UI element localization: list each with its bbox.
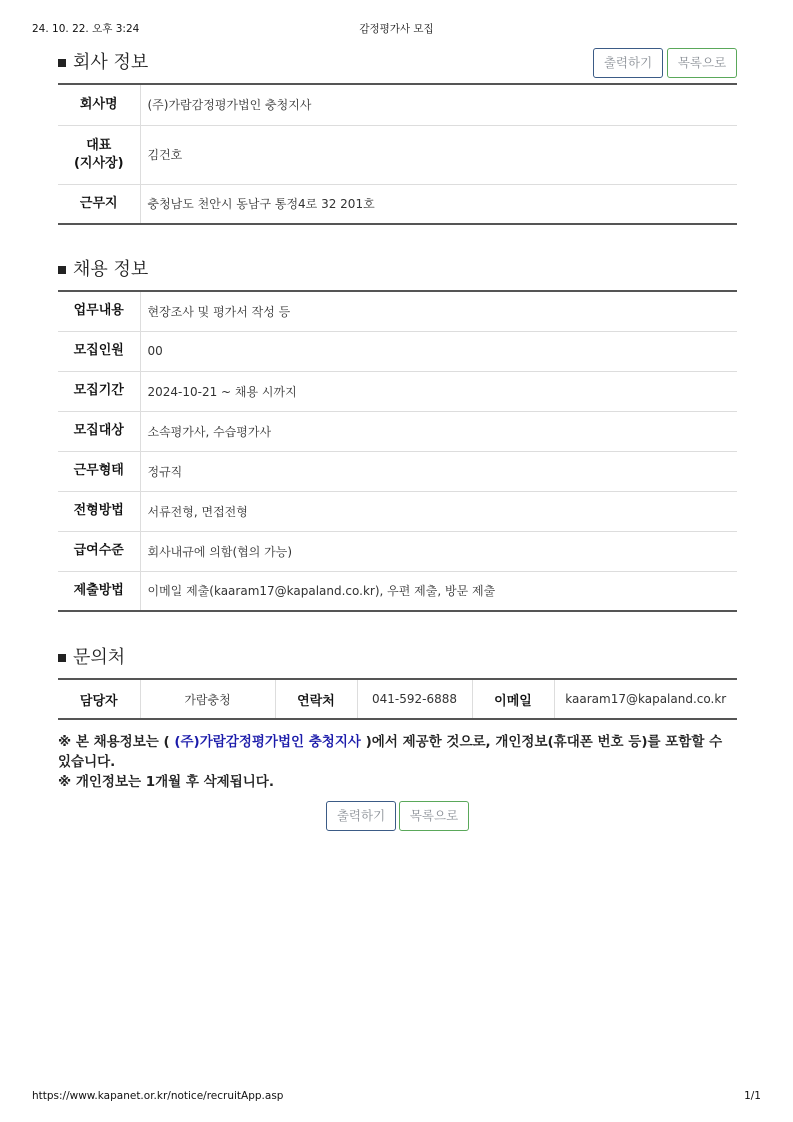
- top-button-group: [593, 48, 737, 78]
- recruit-row-label: 모집기간: [58, 371, 140, 411]
- recruit-row-label: 모집대상: [58, 411, 140, 451]
- bottom-button-group: [58, 801, 737, 831]
- representative-value: 김건호: [140, 125, 737, 184]
- page-number: 1/1: [744, 1090, 761, 1102]
- print-footer: [32, 1090, 761, 1104]
- table-row: [58, 84, 737, 125]
- recruit-section-label: 채용 정보: [73, 259, 149, 280]
- table-row: [58, 184, 737, 224]
- notice-line-1: [58, 732, 737, 772]
- recruit-row-value: 회사내규에 의함(협의 가능): [140, 531, 737, 571]
- recruit-row-value: 서류전형, 면접전형: [140, 491, 737, 531]
- table-row: [58, 331, 737, 371]
- page-url: https://www.kapanet.or.kr/notice/recruitApp.asp: [32, 1090, 284, 1102]
- representative-label-line2: (지사장): [73, 155, 124, 171]
- company-section-label: 회사 정보: [73, 52, 149, 73]
- table-row: [58, 125, 737, 184]
- table-row: [58, 451, 737, 491]
- contact-section-label: 문의처: [73, 647, 126, 668]
- representative-label: [58, 125, 140, 184]
- notice-prefix: ※ 본 채용정보는 (: [58, 734, 170, 750]
- recruit-row-label: 업무내용: [58, 291, 140, 331]
- workplace-value: 충청남도 천안시 동남구 통정4로 32 201호: [147, 197, 375, 212]
- representative-label-line1: 대표: [86, 137, 112, 153]
- print-header: [32, 21, 761, 35]
- recruit-row-value: 00: [140, 331, 737, 371]
- list-button[interactable]: 목록으로: [667, 48, 737, 78]
- square-bullet-icon: [58, 59, 66, 67]
- print-button[interactable]: 출력하기: [326, 801, 396, 831]
- table-row: [58, 531, 737, 571]
- square-bullet-icon: [58, 654, 66, 662]
- table-row: [58, 491, 737, 531]
- recruit-row-label: 전형방법: [58, 491, 140, 531]
- workplace-label: 근무지: [58, 184, 140, 224]
- manager-label: 담당자: [58, 679, 140, 719]
- recruit-row-label: 근무형태: [58, 451, 140, 491]
- recruit-row-value: 정규직: [140, 451, 737, 491]
- print-date: 24. 10. 22. 오후 3:24: [32, 23, 140, 35]
- recruit-row-value: 2024-10-21 ~ 채용 시까지: [140, 371, 737, 411]
- table-row: [58, 571, 737, 611]
- phone-label: 연락처: [275, 679, 357, 719]
- privacy-notice: [58, 732, 737, 792]
- notice-line-2: ※ 개인정보는 1개월 후 삭제됩니다.: [58, 774, 274, 790]
- company-table: [58, 83, 737, 225]
- recruit-section-title: [58, 255, 148, 281]
- contact-section-title: [58, 643, 125, 669]
- print-button[interactable]: 출력하기: [593, 48, 663, 78]
- phone-value: 041-592-6888: [357, 679, 472, 719]
- recruit-row-label: 제출방법: [58, 571, 140, 611]
- recruit-row-label: 급여수준: [58, 531, 140, 571]
- recruit-row-label: 모집인원: [58, 331, 140, 371]
- table-row: [58, 291, 737, 331]
- email-label: 이메일: [472, 679, 554, 719]
- recruit-row-value: 소속평가사, 수습평가사: [140, 411, 737, 451]
- table-row: [58, 371, 737, 411]
- manager-value: 가람충청: [140, 679, 275, 719]
- recruit-row-value: 현장조사 및 평가서 작성 등: [140, 291, 737, 331]
- print-title: 감정평가사 모집: [359, 23, 434, 35]
- recruit-row-value: 이메일 제출(kaaram17@kapaland.co.kr), 우편 제출, 방문 제출: [147, 584, 496, 599]
- list-button[interactable]: 목록으로: [399, 801, 469, 831]
- table-row: [58, 411, 737, 451]
- email-value: kaaram17@kapaland.co.kr: [565, 692, 727, 706]
- notice-suffix: )에서 제공한 것으로, 개인정보(휴대폰 번호 등)를 포함할 수 있습니다.: [58, 734, 723, 770]
- company-name-label: 회사명: [58, 84, 140, 125]
- company-section-title: [58, 48, 148, 74]
- table-row: [58, 679, 737, 719]
- recruit-table: [58, 290, 737, 612]
- notice-company: (주)가람감정평가법인 충청지사: [174, 734, 361, 750]
- square-bullet-icon: [58, 266, 66, 274]
- company-name-value: (주)가람감정평가법인 충청지사: [140, 84, 737, 125]
- contact-table: [58, 678, 737, 720]
